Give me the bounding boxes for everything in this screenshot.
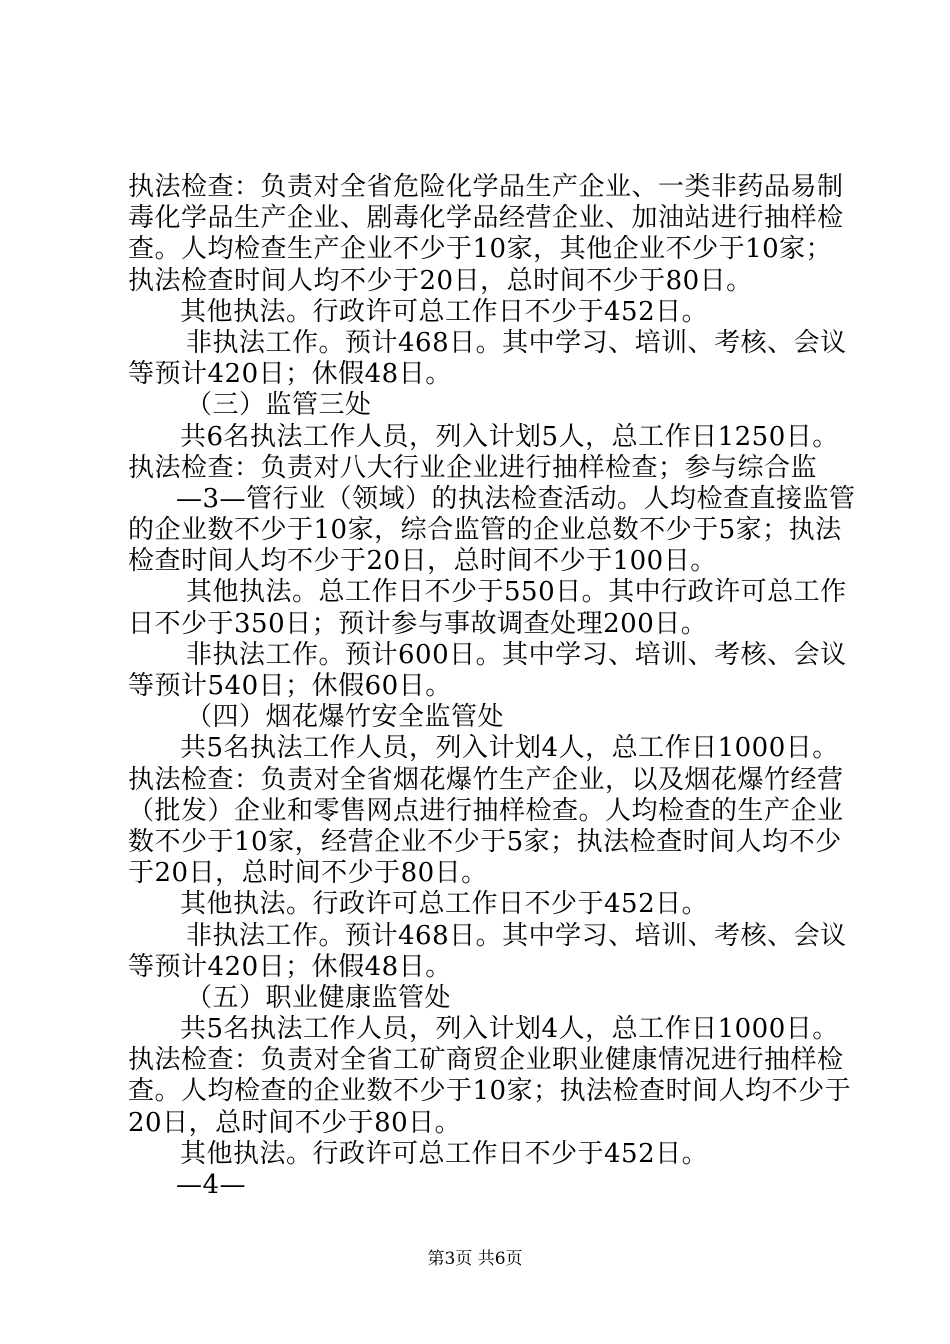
text-line: （五）职业健康监管处 (186, 982, 452, 1013)
text-line: 毒化学品生产企业、剧毒化学品经营企业、加油站进行抽样检 (128, 203, 844, 234)
text-line: 执法检查时间人均不少于20日，总时间不少于80日。 (128, 265, 753, 296)
text-line: 共5名执法工作人员，列入计划4人，总工作日1000日。 (180, 733, 839, 764)
text-line: 共5名执法工作人员，列入计划4人，总工作日1000日。 (180, 1014, 839, 1045)
text-line: 的企业数不少于10家，综合监管的企业总数不少于5家；执法 (128, 515, 842, 546)
text-line: （四）烟花爆竹安全监管处 (186, 702, 505, 733)
text-line: 等预计540日；休假60日。 (128, 671, 452, 701)
text-line: 等预计420日；休假48日。 (128, 359, 452, 390)
text-line: 非执法工作。预计468日。其中学习、培训、考核、会议 (186, 920, 847, 951)
text-line: 20日，总时间不少于80日。 (128, 1107, 462, 1138)
page-footer: 第3页 共6页 (427, 1249, 523, 1269)
document-body (128, 172, 856, 1201)
text-line: 执法检查：负责对全省工矿商贸企业职业健康情况进行抽样检 (128, 1045, 844, 1076)
text-line: 执法检查：负责对八大行业企业进行抽样检查；参与综合监 (128, 452, 818, 483)
text-line: 共6名执法工作人员，列入计划5人，总工作日1250日。 (180, 421, 839, 452)
text-line: 其他执法。总工作日不少于550日。其中行政许可总工作 (186, 577, 847, 608)
text-line: 日不少于350日；预计参与事故调查处理200日。 (128, 608, 708, 639)
text-line: —3—管行业（领域）的执法检查活动。人均检查直接监管 (176, 483, 856, 514)
text-line: 非执法工作。预计468日。其中学习、培训、考核、会议 (186, 327, 847, 358)
text-line: 其他执法。行政许可总工作日不少于452日。 (180, 296, 709, 327)
text-line: 查。人均检查的企业数不少于10家；执法检查时间人均不少于 (128, 1076, 852, 1107)
text-line: 等预计420日；休假48日。 (128, 951, 452, 982)
text-line: 于20日，总时间不少于80日。 (128, 858, 488, 889)
text-line: （三）监管三处 (186, 390, 372, 421)
text-line: 检查时间人均不少于20日，总时间不少于100日。 (128, 546, 717, 577)
text-line: 查。人均检查生产企业不少于10家，其他企业不少于10家； (128, 234, 833, 265)
text-line: 其他执法。行政许可总工作日不少于452日。 (180, 1138, 709, 1169)
text-line: 非执法工作。预计600日。其中学习、培训、考核、会议 (186, 639, 847, 670)
text-line: 其他执法。行政许可总工作日不少于452日。 (180, 889, 709, 920)
text-line: （批发）企业和零售网点进行抽样检查。人均检查的生产企业 (128, 795, 844, 826)
text-line: 数不少于10家，经营企业不少于5家；执法检查时间人均不少 (128, 826, 842, 857)
text-line: —4— (176, 1170, 247, 1200)
text-line: 执法检查：负责对全省危险化学品生产企业、一类非药品易制 (128, 172, 844, 202)
text-line: 执法检查：负责对全省烟花爆竹生产企业，以及烟花爆竹经营 (128, 764, 844, 795)
